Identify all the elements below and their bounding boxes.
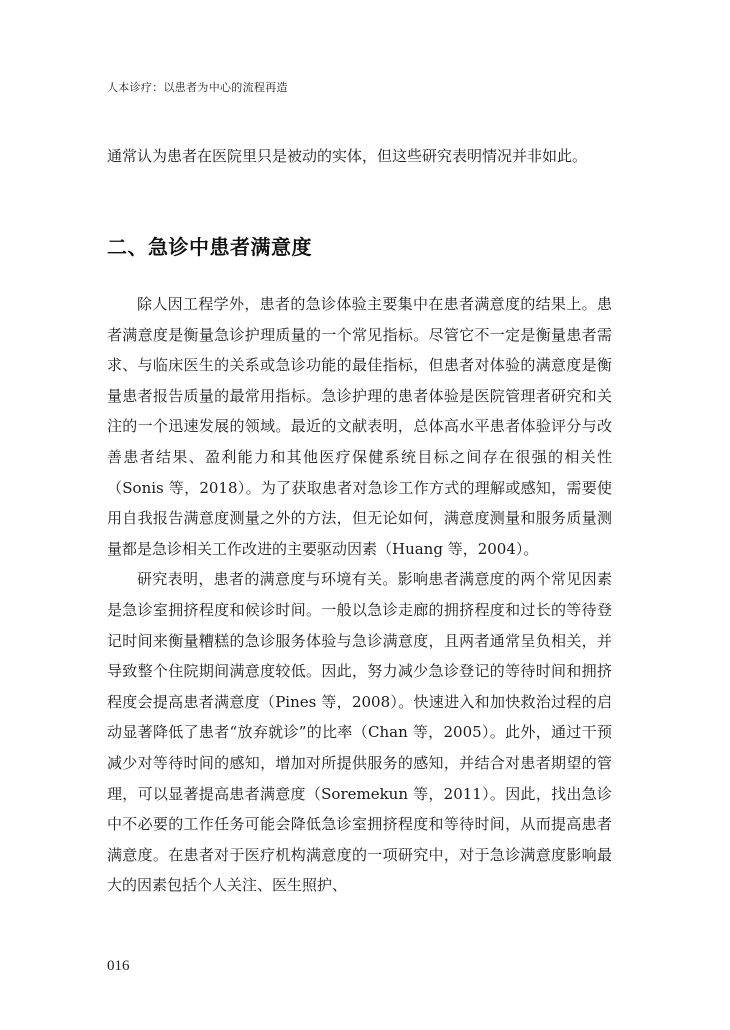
- intro-block: [107, 141, 612, 172]
- intro-paragraph: 通常认为患者在医院里只是被动的实体，但这些研究表明情况并非如此。: [107, 147, 588, 165]
- body-paragraph-1: 除人因工程学外，患者的急诊体验主要集中在患者满意度的结果上。患者满意度是衡量急诊护理质量的一个常见指标。尽管它不一定是衡量患者需求、与临床医生的关系或急诊功能的最佳指标，但患者对体验的满意度是衡量患者报告质量的最常用指标。急诊护理的患者体验是医院管理者研究和关注的一个迅速发展的领域。最近的文献表明，总体高水平患者体验评分与改善患者结果、盈利能力和其他医疗保健系统目标之间存在很强的相关性（Sonis 等，2018）。为了获取患者对急诊工作方式的理解或感知，需要使用自我报告满意度测量之外的方法，但无论如何，满意度测量和服务质量测量都是急诊相关工作改进的主要驱动因素（Huang 等，2004）。: [107, 295, 612, 558]
- body-paragraph-2: 研究表明，患者的满意度与环境有关。影响患者满意度的两个常见因素是急诊室拥挤程度和候诊时间。一般以急诊走廊的拥挤程度和过长的等待登记时间来衡量糟糕的急诊服务体验与急诊满意度，且两者通常呈负相关，并导致整个住院期间满意度较低。因此，努力减少急诊登记的等待时间和拥挤程度会提高患者满意度（Pines 等，2008）。快速进入和加快救治过程的启动显著降低了患者“放弃就诊”的比率（Chan 等，2005）。此外，通过干预减少对等待时间的感知，增加对所提供服务的感知，并结合对患者期望的管理，可以显著提高患者满意度（Soremekun 等，2011）。因此，找出急诊中不必要的工作任务可能会降低急诊室拥挤程度和等待时间，从而提高患者满意度。在患者对于医疗机构满意度的一项研究中，对于急诊满意度影响最大的因素包括个人关注、医生照护、: [107, 570, 612, 895]
- running-header: 人本诊疗：以患者为中心的流程再造: [107, 81, 288, 94]
- page-number: 016: [107, 958, 130, 974]
- section-title: 二、急诊中患者满意度: [107, 235, 312, 259]
- body-text: [107, 289, 612, 901]
